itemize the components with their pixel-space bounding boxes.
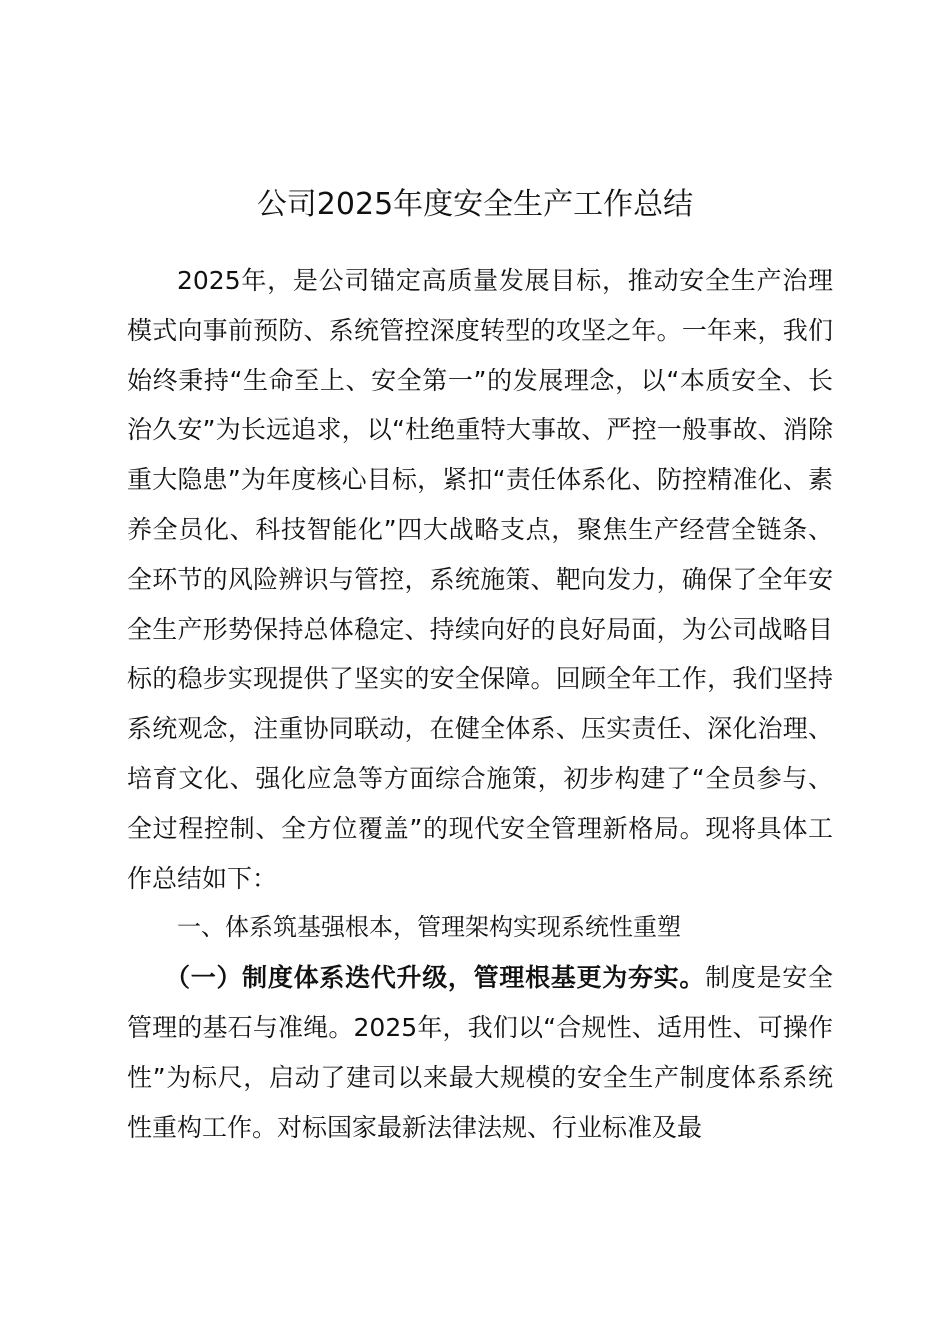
document-title: 公司2025年度安全生产工作总结 <box>256 187 694 222</box>
section-heading-1: 一、体系筑基强根本，管理架构实现系统性重塑 <box>177 913 681 942</box>
subsection-lead-bold: （一）制度体系迭代升级，管理根基更为夯实。 <box>165 963 706 993</box>
document-body <box>127 256 833 1152</box>
intro-paragraph: 2025年，是公司锚定高质量发展目标，推动安全生产治理模式向事前预防、系统管控深度转型的攻坚之年。一年来，我们始终秉持“生命至上、安全第一”的发展理念，以“本质安全、长治久安”为长远追求，以“杜绝重特大事故、严控一般事故、消除重大隐患”为年度核心目标，紧扣“责任体系化、防控精准化、素养全员化、科技智能化”四大战略支点，聚焦生产经营全链条、全环节的风险辨识与管控，系统施策、靶向发力，确保了全年安全生产形势保持总体稳定、持续向好的良好局面，为公司战略目标的稳步实现提供了坚实的安全保障。回顾全年工作，我们坚持系统观念，注重协同联动，在健全体系、压实责任、深化治理、培育文化、强化应急等方面综合施策，初步构建了“全员参与、全过程控制、全方位覆盖”的现代安全管理新格局。现将具体工作总结如下： <box>127 266 833 893</box>
subsection-paragraph-1 <box>127 953 833 1152</box>
subsection-text: 制度是安全管理的基石与准绳。2025年，我们以“合规性、适用性、可操作性”为标尺，启动了建司以来最大规模的安全生产制度体系系统性重构工作。对标国家最新法律法规、行业标准及最 <box>127 963 833 1142</box>
